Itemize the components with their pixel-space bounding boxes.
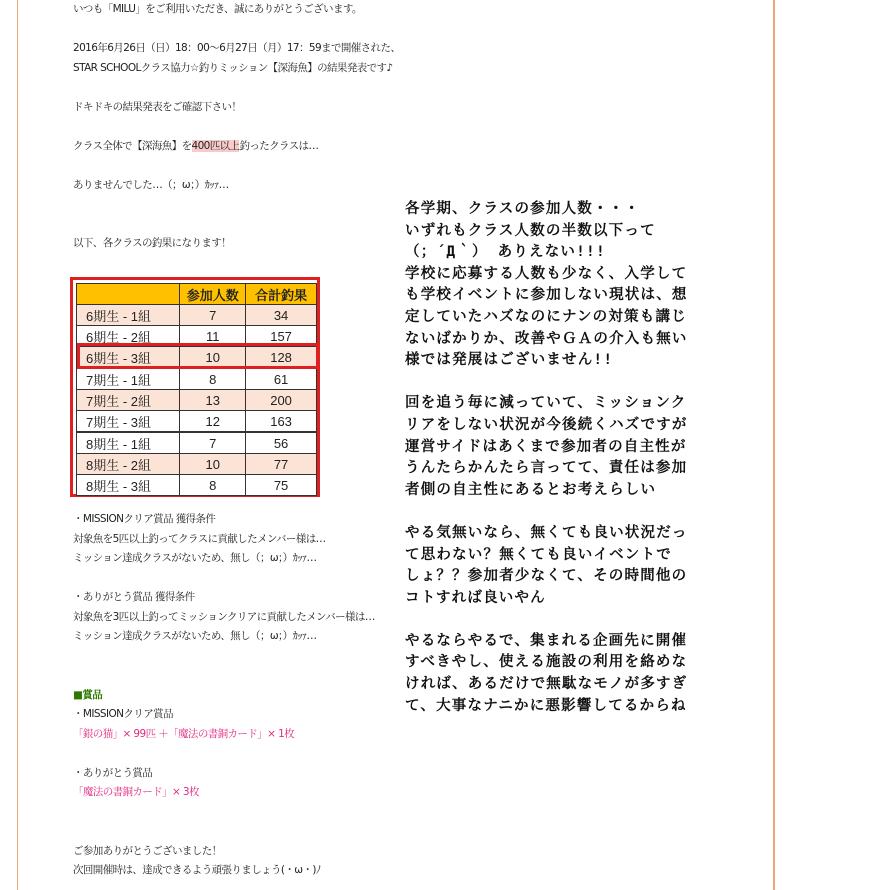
class-name: 7期生 - 3組 (77, 411, 180, 433)
table-row (77, 347, 317, 369)
mission-reward-title: ・MISSIONクリア賞品 獲得条件 (73, 513, 216, 525)
participant-count: 7 (180, 305, 246, 326)
participant-count: 11 (180, 326, 246, 347)
table-row (77, 326, 317, 347)
participant-count: 10 (180, 347, 246, 369)
commentary-line: 学校に応募する人数も少なく、入学して (405, 265, 688, 282)
commentary-line: やる気無いなら、無くても良い状況だっ (405, 524, 688, 541)
catch-total: 128 (246, 347, 317, 369)
prize-thanks-label: ・ありがとう賞品 (73, 766, 153, 779)
table-row (77, 368, 317, 390)
thanks-reward-result: ミッション達成クラスがないため、無し（；ω；）ｶｯｧ… (73, 630, 317, 642)
thanks-reward-condition: 対象魚を3匹以上釣ってミッションクリアに貢献したメンバー様は… (73, 610, 375, 623)
table-row (77, 454, 317, 475)
commentary-line: やるならやるで、集まれる企画先に開催 (405, 632, 688, 649)
table-header-row (77, 284, 317, 305)
commentary-line: も学校イベントに参加しない現状は、想 (405, 287, 688, 304)
participant-count: 7 (180, 432, 246, 454)
event-title: STAR SCHOOLクラス協力☆釣りミッション【深海魚】の結果発表です♪ (73, 61, 393, 74)
class-name: 7期生 - 1組 (77, 368, 180, 390)
notice-article (73, 0, 401, 254)
class-name: 8期生 - 2組 (77, 454, 180, 475)
catch-total: 157 (246, 326, 317, 347)
prize-mission-items: 「銀の猫」× 99匹 ＋「魔法の書銅カード」× 1枚 (73, 727, 295, 740)
thanks-reward-title: ・ありがとう賞品 獲得条件 (73, 591, 195, 603)
event-period: 2016年6月26日（日）18：00～6月27日（月）17：59まで開催された、 (73, 42, 401, 54)
participant-count: 8 (180, 475, 246, 496)
class-name: 6期生 - 1組 (77, 305, 180, 326)
catch-total: 200 (246, 390, 317, 411)
mission-question (73, 137, 393, 157)
table-header-participants: 参加人数 (180, 284, 246, 305)
handwritten-commentary (405, 199, 720, 717)
catch-total: 34 (246, 305, 317, 326)
participant-count: 12 (180, 411, 246, 433)
participant-count: 8 (180, 368, 246, 390)
question-prefix: クラス全体で【深海魚】を (73, 139, 192, 152)
participant-count: 13 (180, 390, 246, 411)
closing-thanks: ご参加ありがとうございました！ (73, 844, 222, 857)
table-row (77, 432, 317, 454)
commentary-line: すべきやし、使える施設の利用を絡めな (405, 654, 688, 671)
prizes-heading: ■賞品 (73, 688, 103, 701)
commentary-line: 回を追う毎に減っていて、ミッションク (405, 395, 687, 412)
commentary-line: て、大事なナニかに悪影響してるからね (405, 697, 687, 714)
results-table (76, 283, 317, 496)
commentary-line: しょ？？参加者少なくて、その時間他の (405, 568, 688, 585)
table-row (77, 390, 317, 411)
commentary-line: て思わない？無くても良いイベントで (405, 546, 672, 563)
results-prompt: ドキドキの結果発表をご確認下さい！ (73, 100, 242, 113)
commentary-line: リアをしない状況が今後続くハズですが (405, 416, 688, 433)
mission-answer: ありませんでした…（；ω；）ｶｯｧ… (73, 178, 229, 191)
class-name: 6期生 - 3組 (77, 347, 180, 369)
mission-reward-condition: 対象魚を5匹以上釣ってクラスに貢献したメンバー様は… (73, 532, 326, 545)
commentary-line: 運営サイドはあくまで参加者の自主性が (405, 438, 687, 455)
catch-total: 61 (246, 368, 317, 390)
commentary-line: ければ、あるだけで無駄なモノが多すぎ (405, 676, 688, 693)
commentary-line: うんたらかんたら言ってて、責任は参加 (405, 460, 688, 477)
catch-total: 163 (246, 411, 317, 433)
class-name: 8期生 - 1組 (77, 432, 180, 454)
prize-thanks-items: 「魔法の書銅カード」× 3枚 (73, 786, 199, 798)
table-row (77, 475, 317, 496)
table-header-total: 合計釣果 (246, 284, 317, 305)
catch-total: 56 (246, 432, 317, 454)
results-table-box (70, 277, 320, 497)
page-frame-right (773, 0, 775, 890)
table-row (77, 411, 317, 433)
mission-reward-result: ミッション達成クラスがないため、無し（；ω；）ｶｯｧ… (73, 552, 317, 564)
commentary-line: 各学期、クラスの参加人数・・・ (405, 201, 641, 217)
catch-total: 77 (246, 454, 317, 475)
table-header-class (77, 284, 180, 305)
question-suffix: 釣ったクラスは… (239, 139, 319, 152)
commentary-line: 定していたハズなのにナンの対策も講じ (405, 308, 687, 325)
next-time-message: 次回開催時は、達成できるよう頑張りましょう(・ω・)ﾉ (73, 864, 321, 876)
commentary-line: 者側の自主性にあるとお考えらしい (405, 481, 657, 498)
catch-total: 75 (246, 475, 317, 496)
commentary-line: （；´Д｀） ありえない!!! (405, 244, 606, 261)
class-name: 8期生 - 3組 (77, 475, 180, 496)
greeting: いつも「MILU」をご利用いただき、誠にありがとうございます。 (73, 3, 362, 15)
commentary-line: いずれもクラス人数の半数以下って (405, 222, 656, 239)
prize-mission-label: ・MISSIONクリア賞品 (73, 708, 173, 720)
commentary-line: ないばかりか、改善やＧＡの介入も無い (405, 330, 688, 347)
class-name: 6期生 - 2組 (77, 326, 180, 347)
commentary-line: コトすれば良いやん (405, 589, 546, 606)
notice-conditions (73, 510, 393, 881)
class-name: 7期生 - 2組 (77, 390, 180, 411)
question-highlight: 400匹以上 (191, 139, 240, 152)
commentary-line: 様では発展はございません!! (405, 352, 614, 369)
participant-count: 10 (180, 454, 246, 475)
table-row (77, 305, 317, 326)
page-frame-left (17, 0, 18, 890)
results-intro: 以下、各クラスの釣果になります！ (73, 237, 232, 249)
